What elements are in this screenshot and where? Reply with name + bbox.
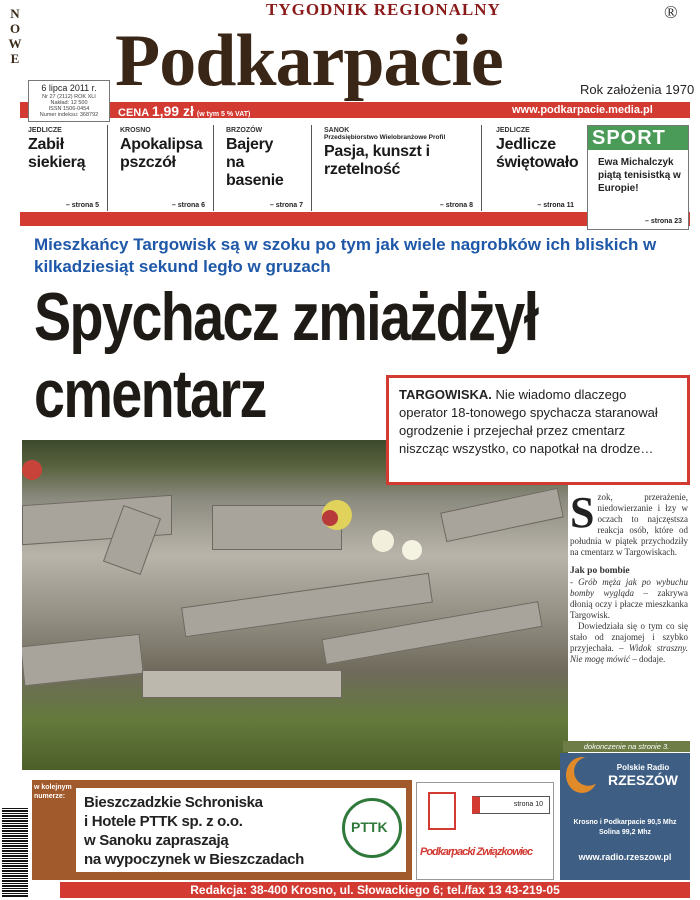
teaser-location: BRZOZÓW <box>226 127 263 134</box>
dropcap: S <box>570 488 595 537</box>
teaser-page: – strona 8 <box>439 202 473 209</box>
teaser-page: – strona 5 <box>65 202 99 209</box>
barcode <box>2 808 28 898</box>
issue-info-box <box>28 80 110 122</box>
masthead-title: Podkarpacie <box>115 20 503 102</box>
teaser-headline: Zabił siekierą <box>28 136 86 171</box>
teaser[interactable] <box>490 125 582 211</box>
article-quote: – Widok straszny. Nie mogę mówić <box>570 643 688 664</box>
radio-frequency: Krosno i Podkarpacie 90,5 Mhz <box>573 819 677 826</box>
issue-index: Numer indeksu: 368792 <box>39 112 99 118</box>
ad-line: w Sanoku zapraszają <box>84 832 229 849</box>
masthead-tagline: TYGODNIK REGIONALNY <box>262 0 505 19</box>
issue-date: 6 lipca 2011 r. <box>41 83 97 93</box>
teaser-page: – strona 7 <box>269 202 303 209</box>
issue-issn: ISSN 1506-0454 <box>48 106 90 112</box>
lead-box <box>386 375 690 485</box>
headline-line-1: Spychacz zmiażdżył <box>34 279 538 355</box>
article-paragraph: – zakrywa dłonią oczy i płacze mieszkanka Targowisk. <box>570 588 688 620</box>
teaser-headline: Jedlicze świętowało <box>496 136 579 171</box>
teaser-page: – strona 6 <box>171 202 205 209</box>
founded-text: Rok założenia 1970 <box>580 82 695 97</box>
teaser-headline: Pasja, kunszt i rzetelność <box>324 143 430 178</box>
teaser-subtitle: Przedsiębiorstwo Wielobranżowe Profil <box>324 134 446 141</box>
pttk-ad[interactable] <box>32 780 412 880</box>
cemetery-photo <box>22 440 568 770</box>
lead-place: TARGOWISKA. <box>399 387 492 402</box>
article-paragraph: Dowiedziała się o tym co się stało od znajomej i szybko przyjechała. <box>570 621 688 653</box>
article-paragraph: zok, przerażenie, niedowierzanie i łzy w oczach to najczęstsza reakcja osób, które od południa w piątek przychodziły na cmentarz w Targowiskach. <box>570 492 688 557</box>
teaser-location: JEDLICZE <box>28 127 62 134</box>
price-vat: (w tym 5 % VAT) <box>196 111 251 118</box>
teaser[interactable] <box>22 125 108 211</box>
radio-frequency: Solina 99,2 Mhz <box>598 829 652 836</box>
continued-link[interactable]: dokonczenie na stronie 3. <box>563 741 690 752</box>
teaser-location: SANOK <box>324 127 350 134</box>
subheadline: Mieszkańcy Targowisk są w szoku po tym jak wiele nagrobków ich bliskich w kilkadziesiąt sekund legło w gruzach <box>34 235 657 276</box>
website-link[interactable]: www.podkarpacie.media.pl <box>512 104 653 116</box>
ad-line: na wypoczynek w Bieszczadach <box>84 851 305 868</box>
radio-city: RZESZÓW <box>608 772 678 788</box>
ad-line: Bieszczadzkie Schroniska <box>84 794 263 811</box>
teaser-page: – strona 11 <box>537 202 574 209</box>
price <box>118 103 250 119</box>
radio-logo-icon <box>566 757 598 793</box>
teaser[interactable] <box>220 125 312 211</box>
teaser-location: JEDLICZE <box>496 127 530 134</box>
pttk-logo <box>342 798 402 858</box>
ad-line: i Hotele PTTK sp. z o.o. <box>84 813 243 830</box>
solidarnosc-logo-icon <box>428 792 456 830</box>
footer-address: Redakcja: 38-400 Krosno, ul. Słowackiego 6; tel./fax 13 43-219-05 <box>60 882 690 898</box>
issue-number: Nr 27 (2112) ROK XLI <box>42 94 96 100</box>
pttk-logo-text: PTTK <box>351 819 388 835</box>
radio-url: www.radio.rzeszow.pl <box>578 852 672 862</box>
lead-text: Nie wiadomo dlaczego operator 18-tonowego spychacza staranował ogrodzenie i przejechał przez cmentarz niszcząc wszystko, co napotkał na drodze… <box>399 387 658 456</box>
teaser-location: KROSNO <box>120 127 151 134</box>
sport-label: SPORT <box>588 126 688 150</box>
next-issue-label: w kolejnym numerze: <box>34 784 72 800</box>
registered-mark: ® <box>664 2 678 22</box>
union-name: Podkarpacki Związkowiec <box>420 846 533 858</box>
union-page: strona 10 <box>472 796 550 814</box>
teaser[interactable] <box>114 125 214 211</box>
price-label: CENA <box>118 107 149 119</box>
article-paragraph: – dodaje. <box>630 654 666 664</box>
article-subhead: Jak po bombie <box>570 566 630 576</box>
teaser-headline: Bajery na basenie <box>226 136 284 189</box>
nowe-label: N O W E <box>8 6 22 66</box>
teaser-headline: Apokalipsa pszczół <box>120 136 203 171</box>
sport-headline: Ewa Michalczyk piątą tenisistką w Europie! <box>598 157 681 194</box>
radio-name: Polskie Radio <box>616 763 670 772</box>
sport-page: – strona 23 <box>645 218 682 225</box>
issue-circulation: Nakład: 12 500 <box>50 100 88 106</box>
sport-teaser[interactable] <box>587 125 689 230</box>
headline-line-2: cmentarz <box>34 356 266 432</box>
teaser[interactable] <box>318 125 482 211</box>
article-quote: - Grób męża jak po wybuchu bomby wygląda <box>570 577 688 598</box>
price-value: 1,99 zł <box>151 103 194 119</box>
article-column <box>570 488 688 665</box>
